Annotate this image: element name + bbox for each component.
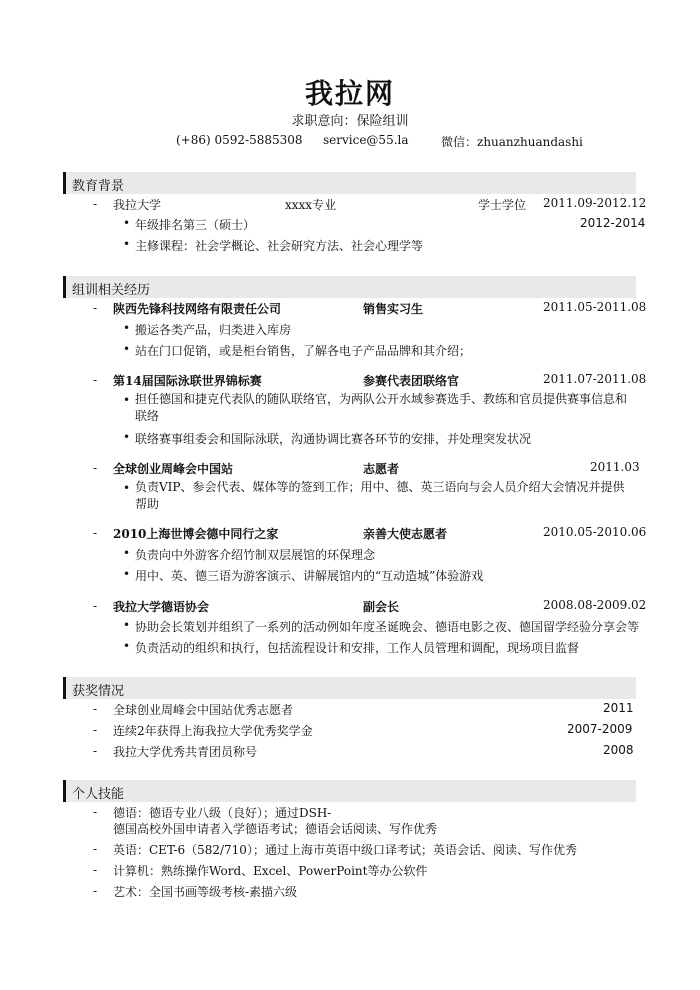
dash: -: [93, 301, 98, 315]
exp-bullet: 联络赛事组委会和国际泳联，沟通协调比赛各环节的安排，并处理突发状况: [135, 432, 532, 446]
edu-date: 2011.09-2012.12: [543, 196, 647, 210]
award-text: 我拉大学优秀共青团员称号: [113, 745, 258, 759]
section-title: 教育背景: [72, 179, 125, 194]
section-title: 组训相关经历: [72, 283, 151, 298]
exp-org: 我拉大学德语协会: [113, 600, 210, 614]
edu-bullet: 主修课程：社会学概论、社会研究方法、社会心理学等: [135, 239, 424, 253]
bullet-dot: •: [123, 216, 131, 230]
exp-org: 第14届国际泳联世界锦标赛: [113, 374, 262, 388]
section-experience: [63, 276, 636, 298]
dash: -: [93, 805, 98, 819]
school: 我拉大学: [113, 198, 162, 212]
section-title: 获奖情况: [72, 684, 125, 699]
award-text: 全球创业周峰会中国站优秀志愿者: [113, 703, 294, 717]
exp-date: 2011.03: [590, 460, 640, 474]
exp-date: 2010.05-2010.06: [543, 525, 647, 539]
bullet-dot: •: [123, 546, 131, 560]
dash: -: [93, 197, 98, 211]
section-awards: [63, 677, 636, 699]
wechat: 微信：zhuanzhuandashi: [441, 135, 583, 149]
dash: -: [93, 863, 98, 877]
exp-role: 参赛代表团联络官: [363, 374, 460, 388]
dash: -: [93, 599, 98, 613]
section-skills: [63, 780, 636, 802]
skill-line: 计算机：熟练操作Word、Excel、PowerPoint等办公软件: [113, 864, 428, 878]
exp-bullet: 负责VIP、参会代表、媒体等的签到工作；用中、德、英三语向与会人员介绍大会情况并提供帮助: [135, 480, 625, 511]
award-year: 2008: [603, 743, 634, 757]
job-intent: 求职意向：保险组训: [291, 114, 409, 129]
bullet-dot: •: [123, 639, 131, 653]
exp-bullet: 用中、英、德三语为游客演示、讲解展馆内的“互动造城”体验游戏: [135, 569, 484, 583]
exp-role: 亲善大使志愿者: [363, 527, 448, 541]
dash: -: [93, 461, 98, 475]
bullet-dot: •: [123, 567, 131, 581]
dash: -: [93, 702, 98, 716]
exp-date: 2008.08-2009.02: [543, 598, 647, 612]
bullet-dot: •: [123, 321, 131, 335]
bullet-dot: •: [123, 237, 131, 251]
bullet-dot: •: [123, 393, 131, 407]
award-year: 2011: [603, 701, 634, 715]
exp-bullet: 站在门口促销，或是柜台销售，了解各电子产品品牌和其介绍；: [135, 344, 472, 358]
exp-role: 副会长: [363, 600, 400, 614]
dash: -: [93, 723, 98, 737]
exp-bullet: 搬运各类产品，归类进入库房: [135, 323, 292, 337]
bullet-dot: •: [123, 481, 131, 495]
skill-line: 德国高校外国申请者入学德语考试；德语会话阅读、写作优秀: [113, 822, 438, 836]
resume-name: 我拉网: [304, 77, 395, 110]
section-title: 个人技能: [72, 787, 125, 802]
major: xxxx专业: [285, 198, 337, 212]
phone: (+86) 0592-5885308: [176, 133, 303, 147]
skill-line: 英语：CET-6（582/710）；通过上海市英语中级口译考试；英语会话、阅读、写作优秀: [113, 843, 577, 857]
dash: -: [93, 884, 98, 898]
skill-line: 德语：德语专业八级（良好）；通过DSH-: [113, 806, 332, 820]
exp-role: 销售实习生: [363, 302, 424, 316]
exp-bullet: 协助会长策划并组织了一系列的活动例如年度圣诞晚会、德语电影之夜、德国留学经验分享会等: [135, 620, 640, 634]
bullet-dot: •: [123, 342, 131, 356]
bullet-dot: •: [123, 430, 131, 444]
dash: -: [93, 842, 98, 856]
degree: 学士学位: [478, 198, 527, 212]
section-education: [63, 172, 636, 194]
exp-bullet: 负责向中外游客介绍竹制双层展馆的环保理念: [135, 548, 376, 562]
exp-org: 2010上海世博会德中同行之家: [113, 527, 279, 541]
dash: -: [93, 373, 98, 387]
email: service@55.la: [323, 133, 409, 147]
dash: -: [93, 744, 98, 758]
exp-org: 全球创业周峰会中国站: [113, 462, 234, 476]
award-text: 连续2年获得上海我拉大学优秀奖学金: [113, 724, 313, 738]
exp-bullet: 担任德国和捷克代表队的随队联络官，为两队公开水域参赛选手、教练和官员提供赛事信息和联络: [135, 392, 628, 423]
exp-org: 陕西先锋科技网络有限责任公司: [113, 302, 282, 316]
bullet-dot: •: [123, 618, 131, 632]
dash: -: [93, 526, 98, 540]
edu-bullet-date: 2012-2014: [580, 216, 646, 230]
exp-bullet: 负责活动的组织和执行，包括流程设计和安排，工作人员管理和调配，现场项目监督: [135, 641, 580, 655]
exp-role: 志愿者: [363, 462, 400, 476]
edu-bullet: 年级排名第三（硕士）: [135, 218, 256, 232]
award-year: 2007-2009: [567, 722, 633, 736]
exp-date: 2011.05-2011.08: [543, 300, 647, 314]
skill-line: 艺术：全国书画等级考核-素描六级: [113, 885, 298, 899]
exp-date: 2011.07-2011.08: [543, 372, 647, 386]
